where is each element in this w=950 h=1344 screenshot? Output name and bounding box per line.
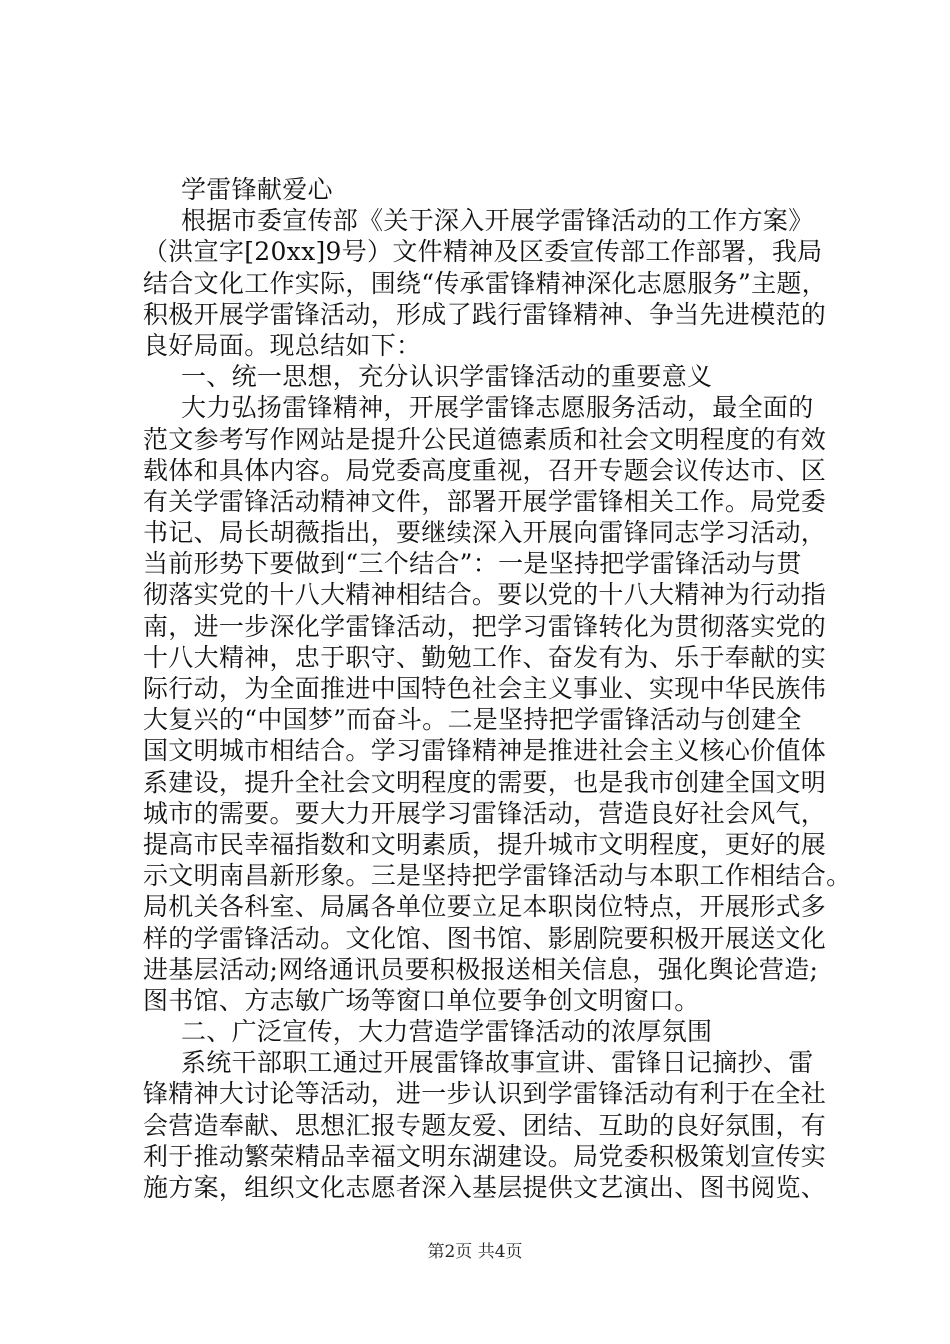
paragraph-line: 南，进一步深化学雷锋活动，把学习雷锋转化为贯彻落实党的 bbox=[143, 611, 827, 641]
paragraph-line: 图书馆、方志敏广场等窗口单位要争创文明窗口。 bbox=[143, 985, 700, 1015]
paragraph-line: 提高市民幸福指数和文明素质，提升城市文明程度，更好的展 bbox=[143, 829, 827, 859]
paragraph-line: 施方案，组织文化志愿者深入基层提供文艺演出、图书阅览、 bbox=[143, 1173, 827, 1202]
paragraph-line: 系建设，提升全社会文明程度的需要，也是我市创建全国文明 bbox=[143, 767, 827, 797]
paragraph-line: 际行动，为全面推进中国特色社会主义事业、实现中华民族伟 bbox=[143, 674, 827, 703]
paragraph-line: 当前形势下要做到“三个结合”：一是坚持把学雷锋活动与贯 bbox=[143, 549, 802, 579]
page-number-footer: 第2页 共4页 bbox=[427, 1242, 523, 1262]
paragraph-line: 进基层活动;网络通讯员要积极报送相关信息，强化舆论营造; bbox=[143, 954, 819, 984]
paragraph-line: 利于推动繁荣精品幸福文明东湖建设。局党委积极策划宣传实 bbox=[143, 1141, 827, 1171]
section-heading: 一、统一思想，充分认识学雷锋活动的重要意义 bbox=[181, 362, 713, 392]
paragraph-line: 有关学雷锋活动精神文件，部署开展学雷锋相关工作。局党委 bbox=[143, 486, 827, 516]
paragraph-line: （洪宣字[20xx]9号）文件精神及区委宣传部工作部署，我局 bbox=[143, 237, 823, 267]
paragraph-line: 十八大精神，忠于职守、勤勉工作、奋发有为、乐于奉献的实 bbox=[143, 642, 827, 672]
paragraph-line: 书记、局长胡薇指出，要继续深入开展向雷锋同志学习活动， bbox=[143, 518, 827, 548]
paragraph-line: 根据市委宣传部《关于深入开展学雷锋活动的工作方案》 bbox=[181, 206, 814, 236]
document-body bbox=[143, 174, 852, 1203]
paragraph-line: 积极开展学雷锋活动，形成了践行雷锋精神、争当先进模范的 bbox=[143, 299, 827, 329]
paragraph-line: 良好局面。现总结如下： bbox=[143, 330, 422, 360]
paragraph-line: 锋精神大讨论等活动，进一步认识到学雷锋活动有利于在全社 bbox=[143, 1079, 827, 1109]
paragraph-line: 彻落实党的十八大精神相结合。要以党的十八大精神为行动指 bbox=[143, 580, 827, 610]
paragraph-line: 载体和具体内容。局党委高度重视，召开专题会议传达市、区 bbox=[143, 455, 827, 485]
paragraph-line: 样的学雷锋活动。文化馆、图书馆、影剧院要积极开展送文化 bbox=[143, 923, 827, 953]
paragraph-line: 示文明南昌新形象。三是坚持把学雷锋活动与本职工作相结合。 bbox=[143, 861, 852, 891]
paragraph-line: 城市的需要。要大力开展学习雷锋活动，营造良好社会风气， bbox=[143, 798, 827, 828]
paragraph-line: 局机关各科室、局属各单位要立足本职岗位特点，开展形式多 bbox=[143, 892, 827, 922]
paragraph-line: 大复兴的“中国梦”而奋斗。二是坚持把学雷锋活动与创建全 bbox=[143, 705, 802, 735]
paragraph-line: 系统干部职工通过开展雷锋故事宣讲、雷锋日记摘抄、雷 bbox=[181, 1048, 814, 1078]
paragraph-line: 国文明城市相结合。学习雷锋精神是推进社会主义核心价值体 bbox=[143, 736, 827, 766]
paragraph-line: 结合文化工作实际，围绕“传承雷锋精神深化志愿服务”主题， bbox=[143, 268, 827, 298]
paragraph-line: 会营造奉献、思想汇报专题友爱、团结、互助的良好氛围，有 bbox=[143, 1110, 827, 1140]
document-title: 学雷锋献爱心 bbox=[181, 175, 333, 204]
paragraph-line: 范文参考写作网站是提升公民道德素质和社会文明程度的有效 bbox=[143, 424, 827, 454]
paragraph-line: 大力弘扬雷锋精神，开展学雷锋志愿服务活动，最全面的 bbox=[181, 393, 814, 423]
section-heading: 二、广泛宣传，大力营造学雷锋活动的浓厚氛围 bbox=[181, 1017, 713, 1047]
